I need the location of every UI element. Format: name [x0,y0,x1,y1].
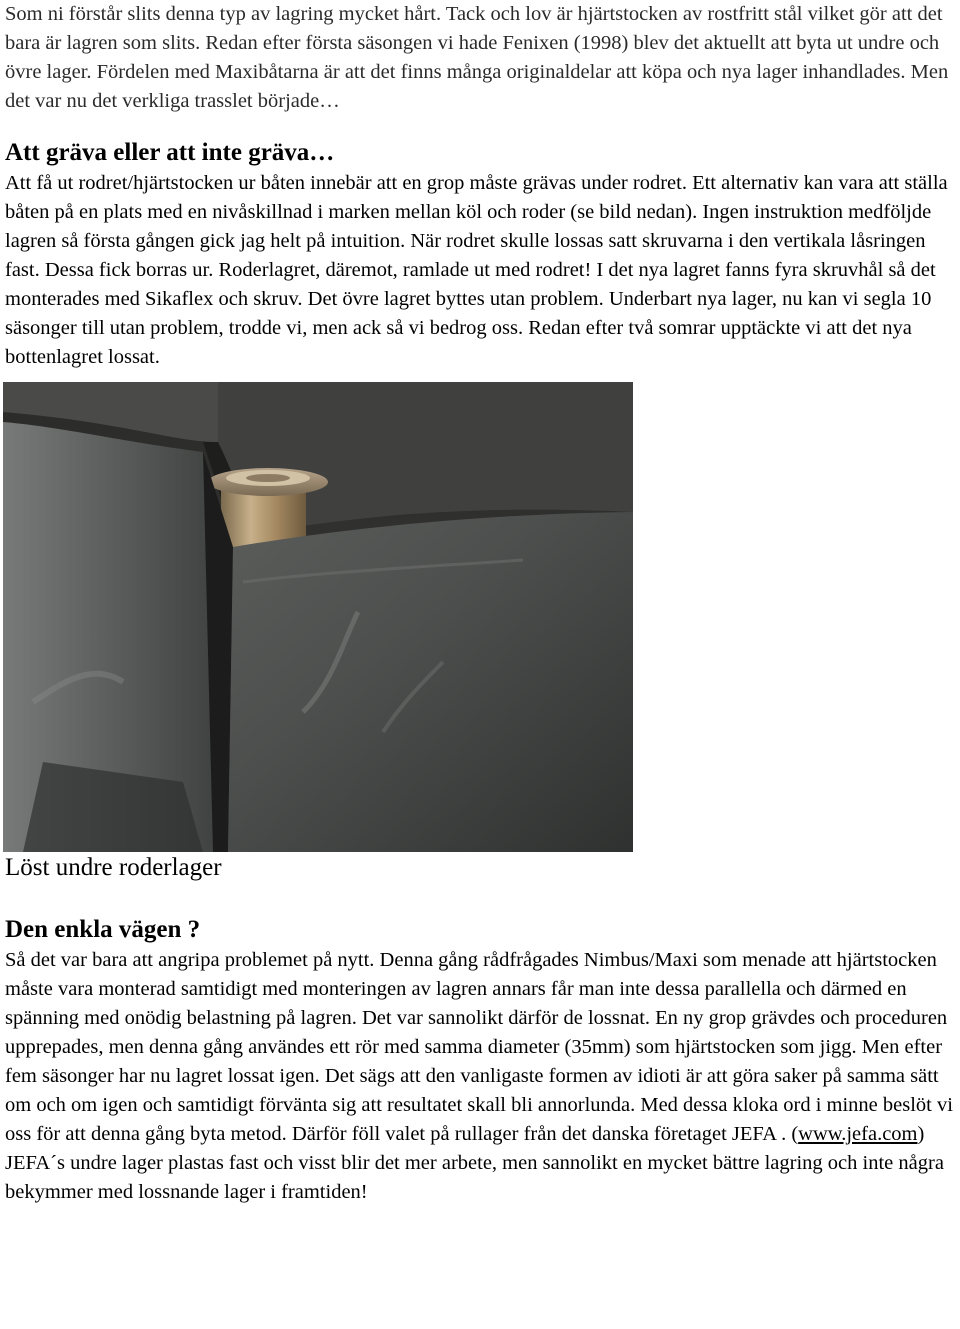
section-dig-paragraph: Att få ut rodret/hjärtstocken ur båten innebär att en grop måste grävas under rodret. Ett alternativ kan vara att ställa båten på en plats med en nivåskillnad i marken mellan köl och roder (se bild nedan). Ingen instruktion medföljde lagren så första gången gick jag helt på intuition. När rodret skulle lossas satt skruvarna i den vertikala låsringen fast. Dessa fick borras ur. Roderlagret, däremot, ramlade ut med rodret! I det nya lagret fanns fyra skruvhål så det monterades med Sikaflex och skruv. Det övre lagret byttes utan problem. Underbart nya lager, nu kan vi segla 10 säsonger till utan problem, trodde vi, men ack så vi bedrog oss. Redan efter två somrar upptäckte vi att det nya bottenlagret lossat. [5,172,948,368]
paragraph-text-after-link: ) JEFA´s undre lager plastas fast och visst blir det mer arbete, men sannolikt en mycket bättre lagring och inte några bekymmer med lossnande lager i framtiden! [5,1123,944,1203]
jefa-website-link[interactable]: www.jefa.com [798,1123,918,1145]
photo-caption: Löst undre roderlager [5,854,222,881]
document-page [5,0,960,1207]
paragraph-text-before-link: Så det var bara att angripa problemet på nytt. Denna gång rådfrågades Nimbus/Maxi som menade att hjärtstocken måste vara monterad samtidigt med monteringen av lagren annars får man inte dessa parallella och därmed en spänning med onödig belastning på lagren. Det var sannolikt därför de lossnat. En ny grop grävdes och proceduren upprepades, men denna gång användes ett rör med samma diameter (35mm) som hjärtstocken som jigg. Men efter fem säsonger har nu lagret lossat igen. Det sägs att den vanligaste formen av idioti är att göra saker på samma sätt om och om igen och samtidigt förvänta sig att resultatet skall bli annorlunda. Med dessa kloka ord i minne beslöt vi oss för att denna gång byta metod. Därför föll valet på rullager från det danska företaget JEFA . ( [5,949,953,1145]
intro-paragraph: Som ni förstår slits denna typ av lagring mycket hårt. Tack och lov är hjärtstocken av rostfritt stål vilket gör att det bara är lagren som slits. Redan efter första säsongen vi hade Fenixen (1998) blev det aktuellt att byta ut undre och övre lager. Fördelen med Maxibåtarna är att det finns många originaldelar att köpa och nya lager inhandlades. Men det var nu det verkliga trasslet började… [5,3,949,112]
section-easy-way-paragraph [5,946,960,1207]
section-heading-dig: Att gräva eller att inte gräva… [5,139,335,166]
section-heading-easy-way: Den enkla vägen ? [5,916,201,943]
rudder-bearing-photo [3,382,633,852]
